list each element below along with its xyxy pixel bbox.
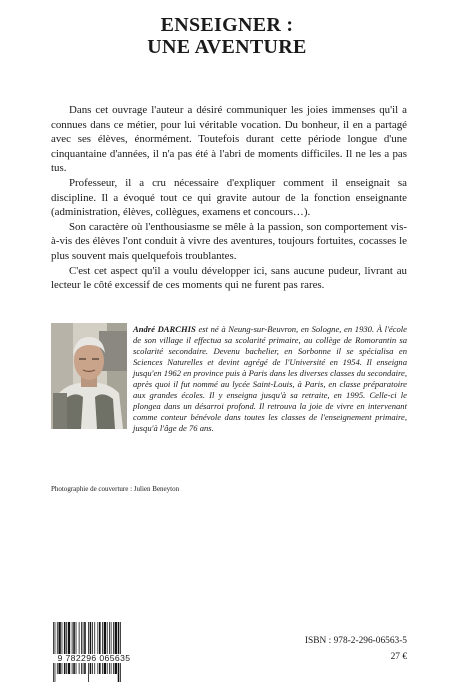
blurb-paragraph: Professeur, il a cru nécessaire d'expliquer comment il enseignait sa discipline. Il a évoqué tout ce qui gravite autour de la fonction enseignante (administration, élèves, collègues, examens et concours…). xyxy=(51,176,407,219)
blurb-paragraph: Son caractère où l'enthousiasme se mêle à la passion, son comportement vis-à-vis des élèves l'ont conduit à vivre des aventures, toujours fortuites, cocasses le plus souvent mais quelquefois troublantes. xyxy=(51,220,407,262)
blurb-paragraph: Dans cet ouvrage l'auteur a désiré communiquer les joies immenses qu'il a connues dans ce métier, pour lui véritable vocation. Du bonheur, il en a partagé avec ses élèves, énormément. Toutefois durant cette période longue d'une cinquantaine d'années, il n'a pas été à l'abri de moments difficiles. Il ne les a pas tus. xyxy=(51,104,407,175)
back-cover-blurb xyxy=(51,103,407,293)
author-bio-text: est né à Neung-sur-Beuvron, en Sologne, en 1930. À l'école de son village il effectua sa scolarité primaire, au collège de Romorantin sa scolarité secondaire. Devenu bachelier, en Sorbonne il se spécialisa en Sciences Naturelles et devint agrégé de l'Université en 1954. Il enseigna jusqu'en 1962 en province puis à Paris dans les diverses classes du secondaire, après quoi il fut nommé au lycée Saint-Louis, à Paris, en classe préparatoire aux grandes écoles. Il y enseigna jusqu'à sa retraite, en 1995. Celle-ci le plongea dans un désarroi profond. Il retrouva la joie de vivre en intervenant comme conteur bénévole dans toutes les classes de l'enseignement primaire, jusqu'à l'âge de 76 ans. xyxy=(133,324,407,433)
title-line-1: ENSEIGNER : xyxy=(160,14,294,36)
author-name: André DARCHIS xyxy=(133,324,196,334)
photo-credit: Photographie de couverture : Julien Beneyton xyxy=(51,485,180,493)
blurb-paragraph: C'est cet aspect qu'il a voulu développer ici, sans aucune pudeur, livrant au lecteur le côté excessif de ces moments qui ne furent pas rares. xyxy=(51,264,407,292)
book-title xyxy=(0,14,454,58)
isbn-number: ISBN : 978-2-296-06563-5 xyxy=(304,636,407,646)
book-price: 27 € xyxy=(390,652,407,662)
author-photo xyxy=(51,323,127,429)
barcode-number: 9 782296 065635 xyxy=(51,654,137,663)
title-line-2: UNE AVENTURE xyxy=(147,36,307,58)
author-biography xyxy=(133,324,407,434)
